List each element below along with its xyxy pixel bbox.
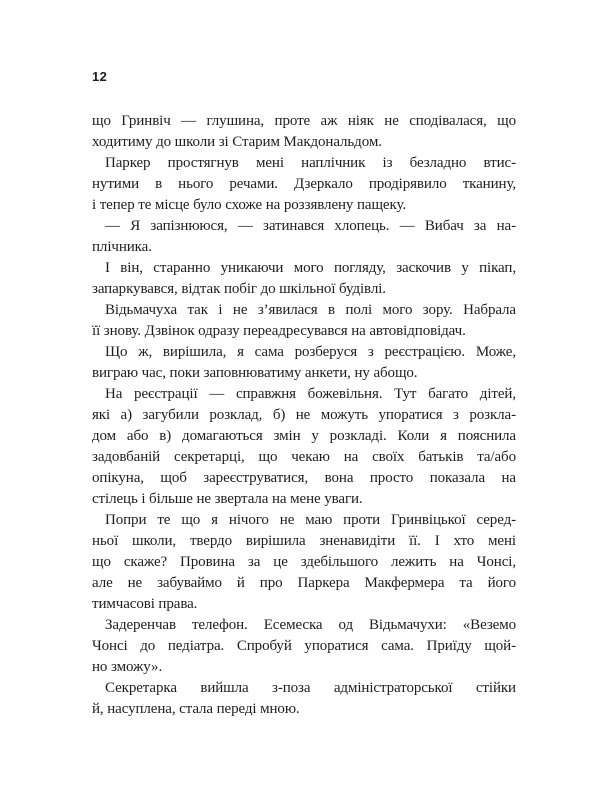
text-line: що скаже? Провина за це здебільшого лежить на Чонсі, bbox=[92, 554, 516, 570]
text-line: Задеренчав телефон. Есемеска од Відьмачухи: «Веземо bbox=[105, 617, 516, 633]
text-line: нутими в нього речами. Дзеркало продірявило тканину, bbox=[92, 176, 516, 192]
text-line: запаркувався, відтак побіг до шкільної будівлі. bbox=[92, 281, 386, 297]
text-line: но зможу». bbox=[92, 659, 163, 675]
text-line: опікуна, щоб зареєструватися, вона просто показала на bbox=[92, 470, 516, 486]
body-text bbox=[92, 111, 516, 720]
text-line: Попри те що я нічого не маю проти Гринвіцької серед- bbox=[105, 512, 516, 528]
text-line: але не забуваймо й про Паркера Макфермера та його bbox=[92, 575, 516, 591]
text-line: її знову. Дзвінок одразу переадресувався на автовідповідач. bbox=[92, 323, 466, 339]
text-line: тимчасові права. bbox=[92, 596, 198, 612]
text-line: стілець і більше не звертала на мене уваги. bbox=[92, 491, 363, 507]
text-line: ходитиму до школи зі Старим Макдональдом. bbox=[92, 134, 382, 150]
text-line: й, насуплена, стала переді мною. bbox=[92, 701, 300, 717]
text-line: задовбаній секретарці, що чекаю на своїх батьків та/або bbox=[92, 449, 516, 465]
text-line: і тепер те місце було схоже на роззявлену пащеку. bbox=[92, 197, 406, 213]
text-line: Секретарка вийшла з-поза адміністраторської стійки bbox=[105, 680, 516, 696]
text-line: І він, старанно уникаючи мого погляду, заскочив у пікап, bbox=[105, 260, 516, 276]
text-line: дом або в) домагаються змін у розкладі. Коли я пояснила bbox=[92, 428, 516, 444]
text-line: ньої школи, твердо вирішила зненавидіти її. І хто мені bbox=[92, 533, 516, 549]
text-line: — Я запізнююся, — затинався хлопець. — Вибач за на- bbox=[105, 218, 516, 234]
text-line: Відьмачуха так і не з’явилася в полі мого зору. Набрала bbox=[105, 302, 516, 318]
text-line: плічника. bbox=[92, 239, 152, 255]
text-line: Що ж, вирішила, я сама розберуся з реєстрацією. Може, bbox=[105, 344, 516, 360]
text-line: які а) загубили розклад, б) не можуть упоратися з розкла- bbox=[92, 407, 516, 423]
text-line: що Гринвіч — глушина, проте аж ніяк не сподівалася, що bbox=[92, 113, 516, 129]
text-line: Чонсі до педіатра. Спробуй упоратися сама. Приїду щой- bbox=[92, 638, 516, 654]
text-line: На реєстрації — справжня божевільня. Тут багато дітей, bbox=[105, 386, 516, 402]
text-line: Паркер простягнув мені наплічник із безладно втис- bbox=[105, 155, 516, 171]
text-line: виграю час, поки заповнюватиму анкети, ну абощо. bbox=[92, 365, 418, 381]
page-number: 12 bbox=[92, 69, 108, 84]
